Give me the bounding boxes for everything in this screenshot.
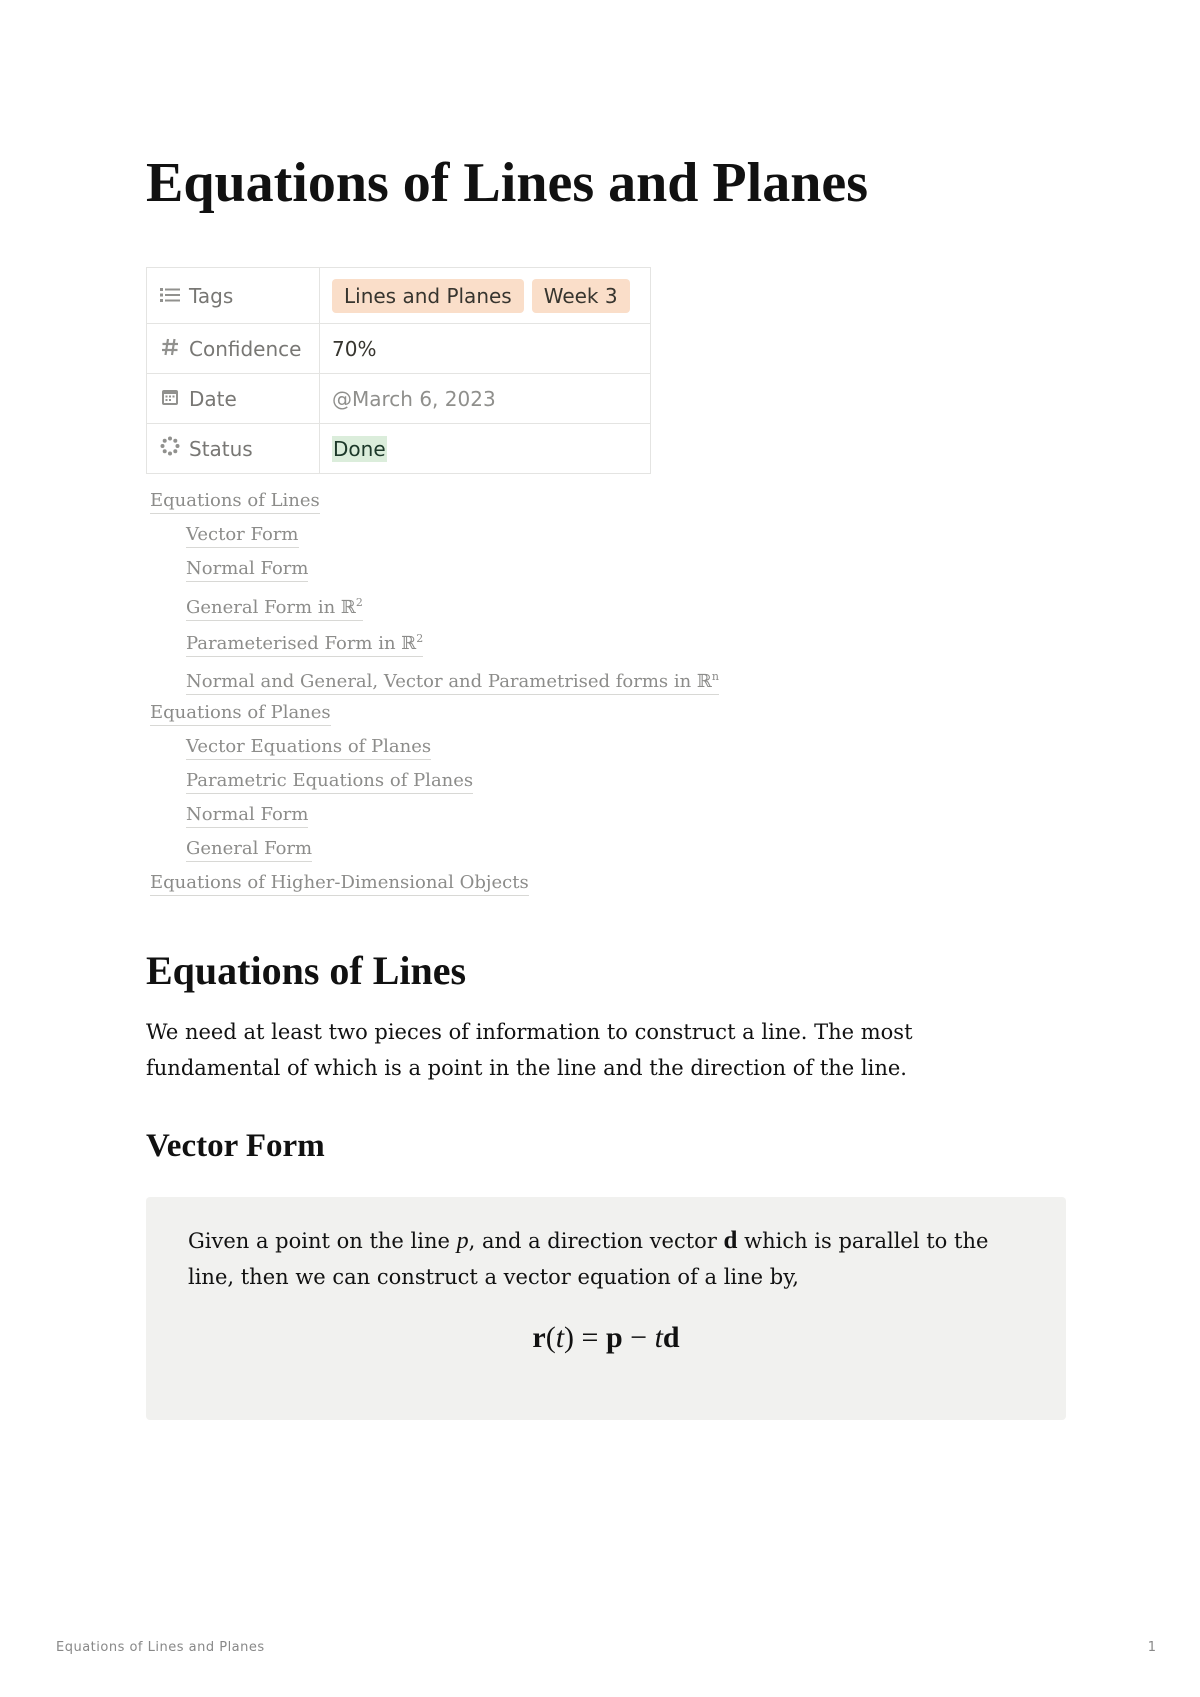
property-key-date [147,374,320,424]
property-row-tags [147,268,651,324]
math-var-p: p [456,1228,469,1254]
property-value-status[interactable] [320,424,651,474]
section-heading-lines: Equations of Lines [146,948,467,993]
property-label-status: Status [189,437,253,461]
property-value-tags [320,268,651,324]
property-label-confidence: Confidence [189,336,302,361]
property-label-date: Date [189,386,237,411]
page-title: Equations of Lines and Planes [146,152,868,214]
toc-link-higher-dimensional-objects[interactable]: Equations of Higher-Dimensional Objects [150,871,529,896]
footer-title: Equations of Lines and Planes [56,1640,265,1655]
toc-link-equations-of-lines[interactable]: Equations of Lines [150,489,320,514]
toc-link-parameterised-form-r2[interactable]: Parameterised Form in ℝ$^2$ [186,627,423,657]
toc-link-normal-form[interactable]: Normal Form [186,557,308,582]
property-key-status [147,424,320,474]
property-row-date [147,374,651,424]
toc-link-planes-general-form[interactable]: General Form [186,837,312,862]
callout-text: Given a point on the line p, and a direction vector d which is parallel to the line, then we can construct a vector equation of a line by, [188,1227,989,1289]
toc-link-vector-equations-of-planes[interactable]: Vector Equations of Planes [186,735,431,760]
math-var-d: d [723,1227,738,1254]
toc-link-equations-of-planes[interactable]: Equations of Planes [150,701,331,726]
calendar-icon [159,387,181,411]
property-row-confidence [147,324,651,374]
property-value-confidence[interactable]: 70% [320,324,651,374]
status-badge[interactable]: Done [333,436,386,461]
toc-link-vector-form[interactable]: Vector Form [186,523,299,548]
property-key-confidence [147,324,320,374]
property-key-tags [147,268,320,324]
toc-link-general-form-r2[interactable]: General Form in ℝ$^2$ [186,591,363,621]
property-value-date[interactable] [320,374,651,424]
properties-table [146,267,651,474]
property-row-status [147,424,651,474]
list-icon [159,284,181,308]
toc-link-normal-general-vector-parametrised-rn[interactable]: Normal and General, Vector and Parametrised forms in ℝ$^n$ [186,665,719,695]
tag-chip[interactable]: Week 3 [532,279,630,313]
hash-icon [159,337,181,361]
status-icon [159,436,181,461]
property-label-tags: Tags [189,283,234,308]
page-number: 1 [1147,1640,1156,1655]
callout-vector-form [146,1197,1066,1420]
tag-chip[interactable]: Lines and Planes [332,279,524,313]
vector-line-equation: r(t) = p − td [532,1321,680,1354]
date-mention[interactable]: @March 6, 2023 [332,386,496,411]
toc-link-planes-normal-form[interactable]: Normal Form [186,803,308,828]
section-heading-vector-form: Vector Form [146,1128,325,1164]
paragraph-lines-intro: We need at least two pieces of information to construct a line. The most fundamental of which is a point in the line and the direction of the line. [146,1020,913,1080]
toc-link-parametric-equations-of-planes[interactable]: Parametric Equations of Planes [186,769,473,794]
